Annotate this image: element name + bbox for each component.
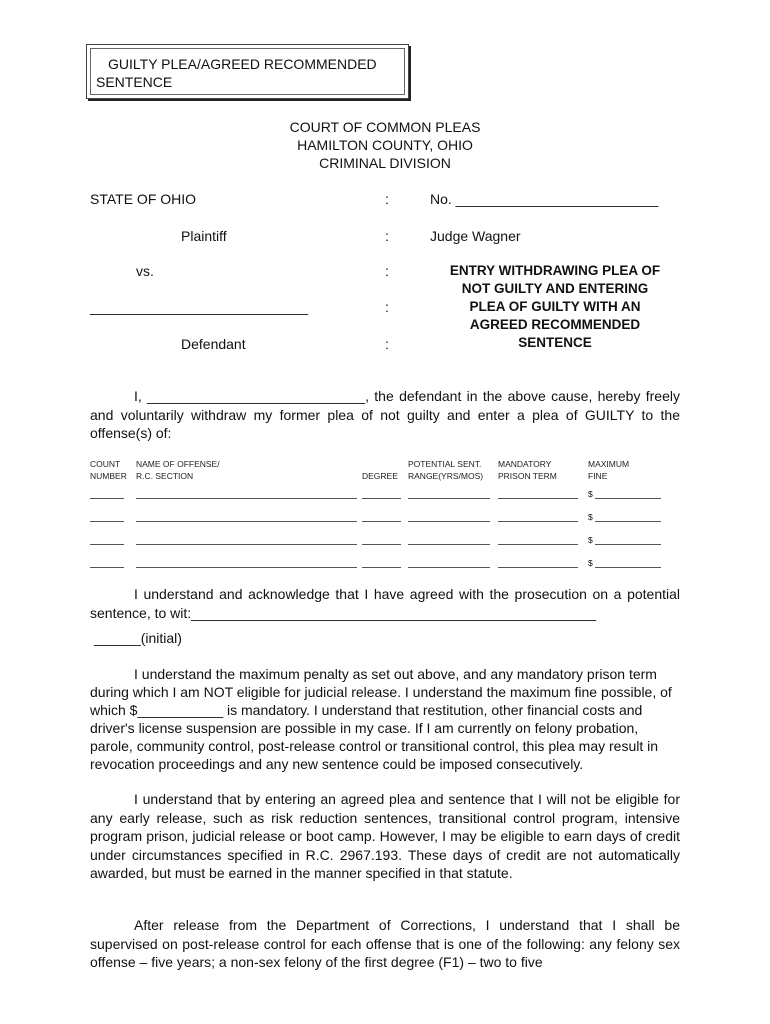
header-maximum-line2: FINE — [588, 471, 608, 481]
fine-dollar-sign: $ — [588, 535, 593, 545]
initial-line: ______(initial) — [94, 630, 182, 646]
blank-cell-line — [408, 544, 490, 545]
entry-title-4: AGREED RECOMMENDED — [469, 317, 641, 332]
caption-colon: : — [385, 228, 389, 244]
fine-dollar-sign: $ — [588, 512, 593, 522]
blank-cell-line — [408, 521, 490, 522]
title-line-2: SENTENCE — [96, 74, 173, 90]
blank-cell-line — [136, 567, 357, 568]
plaintiff-label: Plaintiff — [181, 228, 227, 244]
header-potential-line2: RANGE(YRS/MOS) — [408, 471, 484, 481]
header-mandatory-line2: PRISON TERM — [498, 471, 557, 481]
header-mandatory-line1: MANDATORY — [498, 459, 552, 469]
intro-paragraph — [90, 387, 680, 443]
blank-cell-line — [362, 498, 401, 499]
header-count-line1: COUNT — [90, 459, 121, 469]
vs-label: vs. — [136, 263, 154, 279]
fine-blank-line — [595, 521, 661, 522]
entry-title-2: NOT GUILTY AND ENTERING — [461, 281, 649, 296]
fine-dollar-sign: $ — [588, 558, 593, 568]
blank-cell-line — [136, 498, 357, 499]
court-county: HAMILTON COUNTY, OHIO — [297, 137, 473, 153]
header-count-line2: NUMBER — [90, 471, 127, 481]
fine-blank-line — [595, 544, 661, 545]
entry-title-5: SENTENCE — [518, 335, 592, 350]
maximum-penalty-text: I understand the maximum penalty as set out above, and any mandatory prison term during which I am NOT eligible for judicial release. I understand the maximum fine possible, of which $___________ is mandatory. I understand that restitution, other financial costs and driver's license suspension are possible in my case. If I am currently on felony probation, parole, community control, post-release control or transitional control, this plea may result in revocation proceedings and any new sentence could be imposed consecutively. — [90, 666, 672, 772]
agreed-text: I understand and acknowledge that I have agreed with the prosecution on a potential sentence, to wit:____________________________________________________ — [90, 586, 680, 621]
header-maximum-line1: MAXIMUM — [588, 459, 630, 469]
header-degree: DEGREE — [362, 471, 398, 481]
court-division: CRIMINAL DIVISION — [319, 155, 451, 171]
blank-cell-line — [498, 498, 578, 499]
caption-colon: : — [385, 299, 389, 315]
blank-cell-line — [90, 521, 124, 522]
entry-title-1: ENTRY WITHDRAWING PLEA OF — [449, 263, 661, 278]
blank-cell-line — [498, 567, 578, 568]
state-of-ohio: STATE OF OHIO — [90, 191, 197, 207]
header-offense-line1: NAME OF OFFENSE/ — [136, 459, 220, 469]
intro-text: I, ____________________________, the defendant in the above cause, hereby freely and voluntarily withdraw my former plea of not guilty and enter a plea of GUILTY to the offense(s) of: — [90, 388, 680, 441]
blank-cell-line — [362, 567, 401, 568]
header-maximum — [588, 458, 629, 482]
agreed-plea-text: I understand that by entering an agreed plea and sentence that I will not be eligible for any early release, such as risk reduction sentences, transitional control program, intensive program prison, judicial release or boot camp. However, I may be eligible to earn days of credit under circumstances specified in R.C. 2967.193. These days of credit are not automatically awarded, but must be earned in the manner specified in that statute. — [90, 791, 680, 881]
blank-cell-line — [362, 521, 401, 522]
blank-cell-line — [408, 567, 490, 568]
defendant-name-blank: ____________________________ — [90, 299, 309, 315]
defendant-label: Defendant — [181, 336, 246, 352]
caption-colon: : — [385, 263, 389, 279]
header-potential — [408, 458, 483, 482]
caption-colon: : — [385, 336, 389, 352]
blank-cell-line — [362, 544, 401, 545]
post-release-paragraph — [90, 916, 680, 972]
header-potential-line1: POTENTIAL SENT. — [408, 459, 482, 469]
post-release-text: After release from the Department of Corrections, I understand that I shall be supervised on post-release control for each offense that is one of the following: any felony sex offense – five years; a non-sex felony of the first degree (F1) – two to five — [90, 917, 680, 970]
fine-blank-line — [595, 567, 661, 568]
caption-colon: : — [385, 191, 389, 207]
title-line-1: GUILTY PLEA/AGREED RECOMMENDED — [108, 56, 377, 72]
agreed-paragraph — [90, 585, 680, 622]
court-name: COURT OF COMMON PLEAS — [289, 119, 481, 135]
entry-title-3: PLEA OF GUILTY WITH AN — [469, 299, 641, 314]
header-offense-line2: R.C. SECTION — [136, 471, 194, 481]
blank-cell-line — [90, 544, 124, 545]
blank-cell-line — [90, 498, 124, 499]
blank-cell-line — [408, 498, 490, 499]
blank-cell-line — [136, 521, 357, 522]
blank-cell-line — [498, 544, 578, 545]
header-count — [90, 458, 127, 482]
blank-cell-line — [498, 521, 578, 522]
judge-name: Judge Wagner — [430, 228, 521, 244]
document-title — [96, 55, 396, 91]
fine-dollar-sign: $ — [588, 489, 593, 499]
blank-cell-line — [90, 567, 124, 568]
case-number-field: No. __________________________ — [430, 191, 659, 207]
agreed-plea-paragraph — [90, 790, 680, 883]
maximum-penalty-paragraph — [90, 665, 680, 773]
header-offense — [136, 458, 220, 482]
fine-blank-line — [595, 498, 661, 499]
blank-cell-line — [136, 544, 357, 545]
header-mandatory — [498, 458, 557, 482]
